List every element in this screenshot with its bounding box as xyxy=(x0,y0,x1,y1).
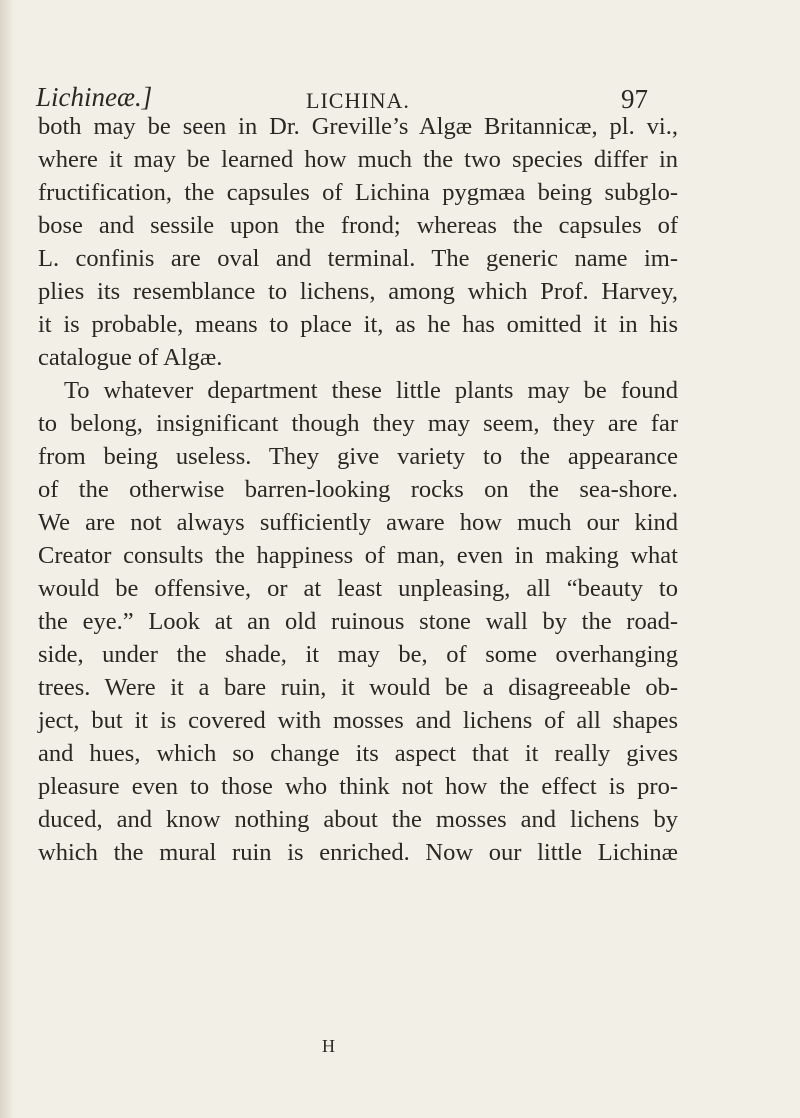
text-line: plies its resemblance to lichens, among which Prof. Harvey, xyxy=(38,278,678,305)
text-line: from being useless. They give variety to the appearance xyxy=(38,443,678,470)
text-line: bose and sessile upon the frond; whereas the capsules of xyxy=(38,212,678,239)
text-line: and hues, which so change its aspect that it really gives xyxy=(38,740,678,767)
text-line: catalogue of Algæ. xyxy=(38,344,223,371)
signature-mark: H xyxy=(322,1036,335,1056)
text-line: the eye.” Look at an old ruinous stone wall by the road- xyxy=(38,608,678,635)
text-line: Creator consults the happiness of man, even in making what xyxy=(38,542,678,569)
body-text xyxy=(38,110,678,869)
running-head-title: LICHINA. xyxy=(306,88,410,113)
text-line: trees. Were it a bare ruin, it would be a disagreeable ob- xyxy=(38,674,678,701)
text-line: both may be seen in Dr. Greville’s Algæ Britannicæ, pl. vi., xyxy=(38,113,678,140)
text-line: duced, and know nothing about the mosses and lichens by xyxy=(38,806,678,833)
text-line: would be offensive, or at least unpleasing, all “beauty to xyxy=(38,575,678,602)
text-line: side, under the shade, it may be, of some overhanging xyxy=(38,641,678,668)
text-line: which the mural ruin is enriched. Now our little Lichinæ xyxy=(38,839,678,866)
page-edge-shadow xyxy=(0,0,14,1118)
running-head-section: Lichineæ.] xyxy=(36,82,153,112)
text-line: ject, but it is covered with mosses and lichens of all shapes xyxy=(38,707,678,734)
text-line: We are not always sufficiently aware how much our kind xyxy=(38,509,678,536)
text-line: To whatever department these little plants may be found xyxy=(64,377,678,404)
text-line: L. confinis are oval and terminal. The generic name im- xyxy=(38,245,678,272)
text-line: it is probable, means to place it, as he has omitted it in his xyxy=(38,311,678,338)
text-line: where it may be learned how much the two species differ in xyxy=(38,146,678,173)
text-line: pleasure even to those who think not how the effect is pro- xyxy=(38,773,678,800)
text-line: to belong, insignificant though they may seem, they are far xyxy=(38,410,678,437)
text-line: of the otherwise barren-looking rocks on the sea-shore. xyxy=(38,476,678,503)
page-number: 97 xyxy=(621,84,648,114)
text-line: fructification, the capsules of Lichina pygmæa being subglo- xyxy=(38,179,678,206)
